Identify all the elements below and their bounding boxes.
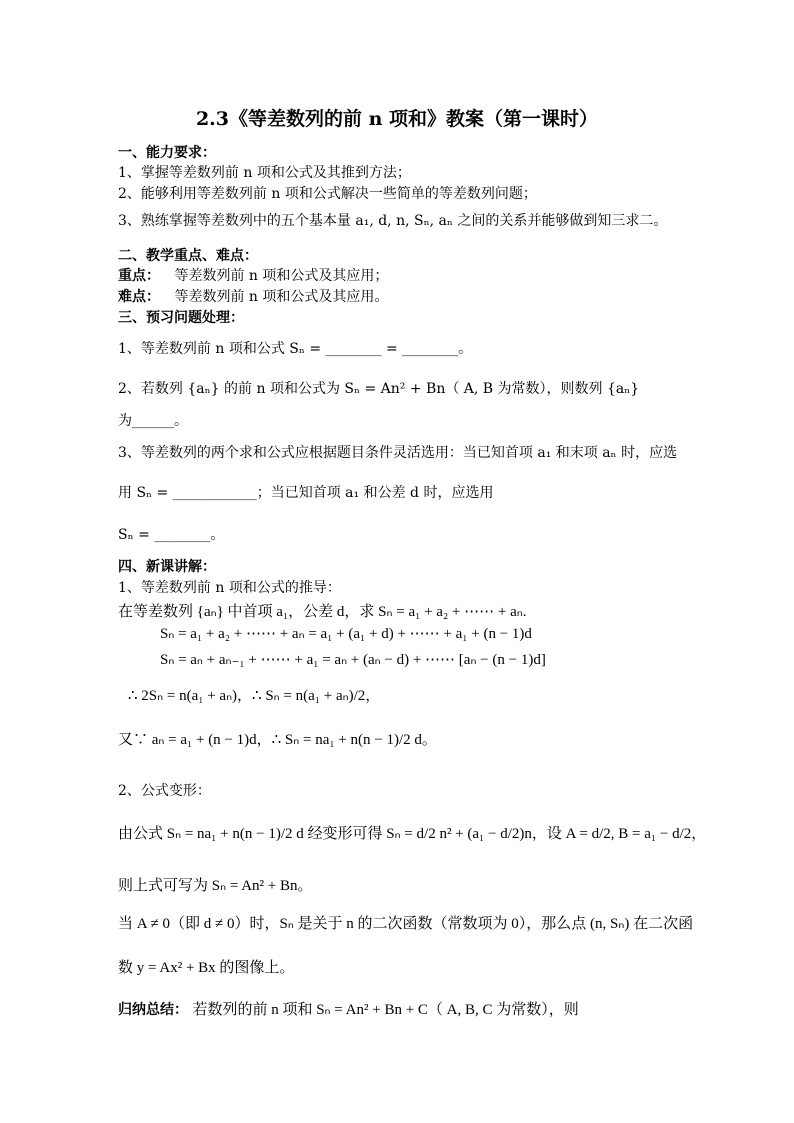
title-text: 2.3《等差数列的前 n 项和》教案（第一课时） <box>195 108 599 130</box>
preview-question-3-line-2: 用 Sₙ = ____________；当已知首项 a₁ 和公差 d 时，应选用 <box>118 485 494 501</box>
summary-label: 归纳总结： <box>118 1002 188 1018</box>
section-2-heading: 二、教学重点、难点： <box>118 248 258 264</box>
difficult-point-text: 等差数列前 n 项和公式及其应用。 <box>174 289 389 305</box>
quadratic-statement-line-1: 当 A ≠ 0（即 d ≠ 0）时，Sₙ 是关于 n 的二次函数（常数项为 0），那么点 (n, Sₙ) 在二次函 <box>118 916 694 932</box>
summary-line <box>118 998 579 1019</box>
derivation-intro: 在等差数列 {aₙ} 中首项 a₁，公差 d，求 Sₙ = a₁ + a₂ + ⋯⋯ + aₙ. <box>118 604 527 620</box>
preview-question-3-line-3: Sₙ = ________。 <box>118 527 225 543</box>
difficult-point-label: 难点： <box>118 289 160 305</box>
sec1-item-3: 3、熟练掌握等差数列中的五个基本量 a₁, d, n, Sₙ, aₙ 之间的关系并能够做到知三求二。 <box>118 213 668 229</box>
quadratic-statement-line-2: 数 y = Ax² + Bx 的图像上。 <box>118 960 295 976</box>
transform-equation-1: 由公式 Sₙ = na₁ + n(n − 1)/2 d 经变形可得 Sₙ = d/2 n² + (a₁ − d/2)n，设 A = d/2, B = a₁ − d/2， <box>118 826 707 842</box>
section-4-heading: 四、新课讲解： <box>118 559 216 575</box>
sec1-item-1: 1、掌握等差数列前 n 项和公式及其推到方法； <box>118 165 411 181</box>
key-point-line <box>118 265 388 285</box>
preview-question-2-line-2: 为______。 <box>118 413 188 429</box>
key-point-label: 重点： <box>118 268 160 284</box>
derivation-equation-2: Sₙ = aₙ + aₙ₋₁ + ⋯⋯ + a₁ = aₙ + (aₙ − d) + ⋯⋯ [aₙ − (n − 1)d] <box>160 652 546 668</box>
subsection-1-heading: 1、等差数列前 n 项和公式的推导： <box>118 580 341 596</box>
section-3-heading: 三、预习问题处理： <box>118 310 244 326</box>
preview-question-3-line-1: 3、等差数列的两个求和公式应根据题目条件灵活选用：当已知首项 a₁ 和末项 aₙ 时，应选 <box>118 445 678 461</box>
derivation-equation-3: ∴ 2Sₙ = n(a₁ + aₙ)，∴ Sₙ = n(a₁ + aₙ)/2， <box>128 688 381 704</box>
derivation-equation-1: Sₙ = a₁ + a₂ + ⋯⋯ + aₙ = a₁ + (a₁ + d) + ⋯⋯ + a₁ + (n − 1)d <box>160 626 532 642</box>
section-1-heading: 一、能力要求： <box>118 145 216 161</box>
transform-equation-2: 则上式可写为 Sₙ = An² + Bn。 <box>118 878 313 894</box>
preview-question-2-line-1: 2、若数列 {aₙ} 的前 n 项和公式为 Sₙ = An² + Bn（ A, B 为常数），则数列 {aₙ} <box>118 381 640 397</box>
preview-question-1: 1、等差数列前 n 项和公式 Sₙ = ________ = ________。 <box>118 341 473 357</box>
page-title <box>0 104 794 131</box>
difficult-point-line <box>118 286 388 306</box>
summary-text: 若数列的前 n 项和 Sₙ = An² + Bn + C（ A, B, C 为常数），则 <box>192 1002 579 1018</box>
subsection-2-heading: 2、公式变形： <box>118 783 211 799</box>
derivation-equation-4: 又∵ aₙ = a₁ + (n − 1)d，∴ Sₙ = na₁ + n(n − 1)/2 d。 <box>118 732 437 748</box>
key-point-text: 等差数列前 n 项和公式及其应用； <box>174 268 389 284</box>
sec1-item-2: 2、能够利用等差数列前 n 项和公式解决一些简单的等差数列问题； <box>118 186 537 202</box>
